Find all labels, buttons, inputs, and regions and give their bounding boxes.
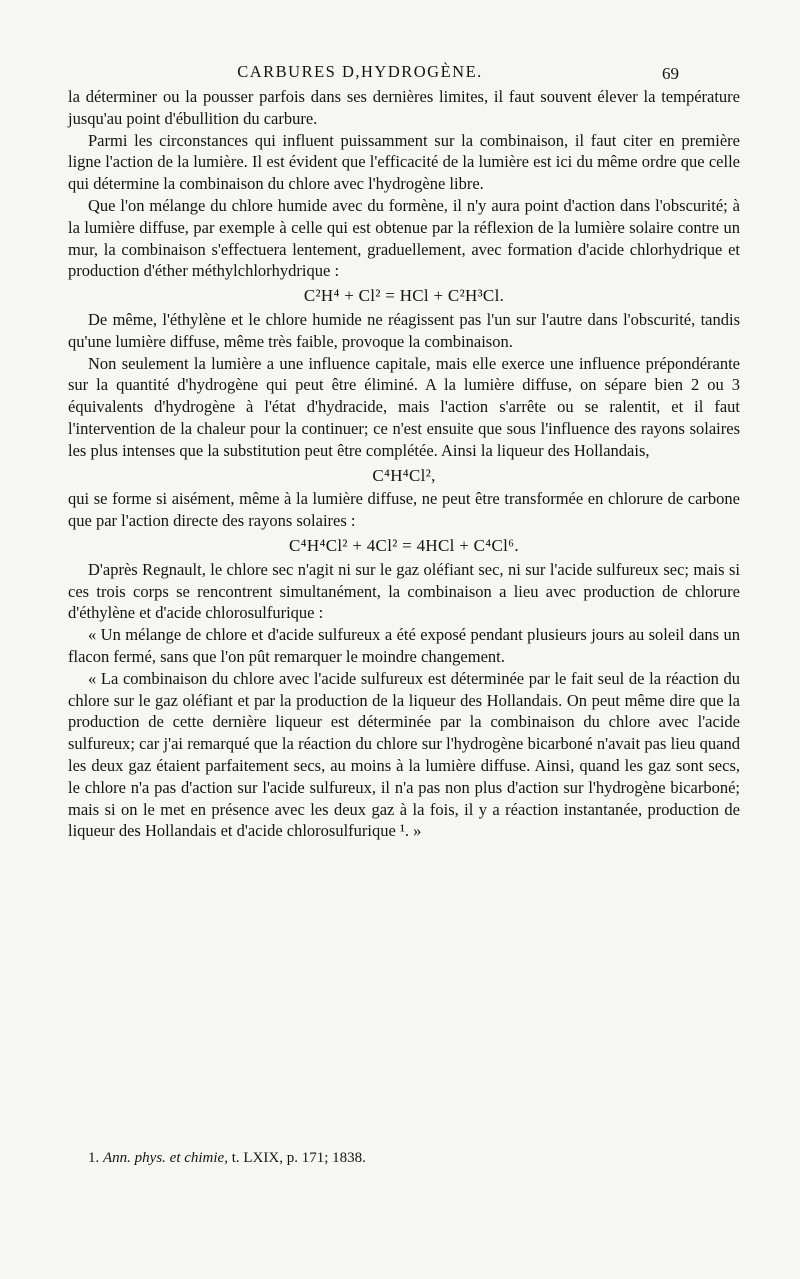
paragraph: Parmi les circonstances qui influent puissamment sur la combinaison, il faut citer en première ligne l'action de la lumière. Il est évident que l'efficacité de la lumière est ici du même ordre que celle qui détermine la combinaison du chlore avec l'hydrogène libre. [68, 130, 740, 194]
paragraph: Que l'on mélange du chlore humide avec du formène, il n'y aura point d'action dans l'obscurité; à la lumière diffuse, par exemple à celle qui est obtenue par la réflexion de la lumière solaire contre un mur, la combinaison s'effectuera lentement, graduellement, avec formation d'acide chlorhydrique et production d'éther méthylchlorhydrique : [68, 195, 740, 281]
footnote-reference: t. LXIX, p. 171; 1838. [231, 1150, 366, 1166]
paragraph: qui se forme si aisément, même à la lumière diffuse, ne peut être transformée en chlorure de carbone que par l'action directe des rayons solaires : [68, 489, 740, 531]
formula: C⁴H⁴Cl² + 4Cl² = 4HCl + C⁴Cl⁶. [289, 535, 519, 555]
paragraph: la déterminer ou la pousser parfois dans ses dernières limites, il faut souvent élever la température jusqu'au point d'ébullition du carbure. [68, 87, 740, 128]
paragraph: Non seulement la lumière a une influence capitale, mais elle exerce une influence prépondérante sur la quantité d'hydrogène qui peut être éliminé. A la lumière diffuse, on sépare bien 2 ou 3 équivalents d'hydrogène à l'état d'hydracide, mais l'action s'arrête ou se ralentit, et il faut l'intervention de la chaleur pour la continuer; ce n'est ensuite que sous l'influence des rayons solaires les plus intenses que la substitution peut être complétée. Ainsi la liqueur des Hollandais, [68, 353, 740, 460]
quote-paragraph: « La combinaison du chlore avec l'acide sulfureux est déterminée par le fait seul de la réaction du chlore sur le gaz oléfiant et par la production de la liqueur des Hollandais. On peut même dire que la production de cette dernière liqueur est déterminée par la combinaison du chlore avec l'acide sulfureux; car j'ai remarqué que la réaction du chlore sur l'hydrogène bicarboné n'avait pas lieu quand les deux gaz étaient parfaitement secs, au moins à la lumière diffuse. Ainsi, quand les gaz sont secs, le chlore n'a pas d'action sur l'acide sulfureux, il n'a pas non plus d'action sur l'hydrogène bicarboné; mais si on le met en présence avec les deux gaz à la fois, il y a réaction instantanée, production de liqueur des Hollandais et d'acide chlorosulfurique ¹. » [68, 668, 740, 841]
formula: C⁴H⁴Cl², [372, 465, 436, 485]
footnote-number: 1. [88, 1150, 100, 1166]
page-number: 69 [662, 64, 679, 83]
footnote [88, 1150, 728, 1167]
paragraph: De même, l'éthylène et le chlore humide ne réagissent pas l'un sur l'autre dans l'obscurité, tandis qu'une lumière diffuse, même très faible, provoque la combinaison. [68, 309, 740, 351]
paragraph: D'après Regnault, le chlore sec n'agit ni sur le gaz oléfiant sec, ni sur l'acide sulfureux sec; mais si ces trois corps se rencontrent simultanément, la combinaison a lieu avec production de chlorure d'éthylène et d'acide chlorosulfurique : [68, 559, 740, 623]
quote-paragraph: « Un mélange de chlore et d'acide sulfureux a été exposé pendant plusieurs jours au soleil dans un flacon fermé, sans que l'on pût remarquer le moindre changement. [68, 625, 740, 666]
running-title: CARBURES D,HYDROGÈNE. [237, 62, 483, 81]
formula: C²H⁴ + Cl² = HCl + C²H³Cl. [303, 286, 505, 306]
page-header [0, 58, 800, 84]
footnote-source: Ann. phys. et chimie, [103, 1150, 228, 1166]
body-text [68, 86, 740, 842]
